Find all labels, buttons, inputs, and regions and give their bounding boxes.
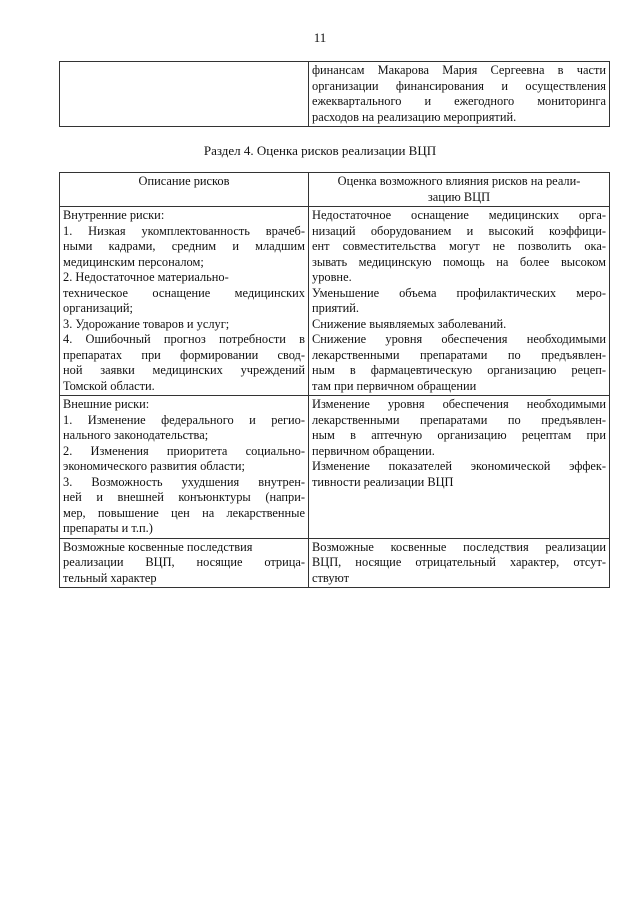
cell-line: там при первичном обращении <box>312 378 477 393</box>
empty-cell <box>60 62 309 127</box>
cell-line: лекарственными препаратами по предъявлен- <box>312 412 606 427</box>
cell-line: низаций оборудованием и высокий коэффици- <box>312 223 606 238</box>
indirect-consequences-cell <box>60 538 309 588</box>
cell-line: ными кадрами, средним и младшим <box>63 239 305 253</box>
cell-line: ствуют <box>312 570 350 585</box>
table-row <box>60 62 610 127</box>
cell-line: ной заявки медицинских учреждений <box>63 363 305 377</box>
header-line: Описание рисков <box>138 174 230 188</box>
cell-line: мер, повышение цен на лекарственные <box>63 505 305 520</box>
cell-line: Возможные косвенные последствия <box>63 539 253 554</box>
section-title: Раздел 4. Оценка рисков реализации ВЦП <box>203 143 437 158</box>
cell-line: 2. Недостаточное материально- <box>63 270 229 284</box>
external-risks-cell <box>60 396 309 539</box>
table-row-external-risks <box>60 396 610 539</box>
internal-risks-impact-cell <box>309 207 610 396</box>
cell-line: ежеквартального и ежегодного мониторинга <box>312 94 606 108</box>
cell-line: 4. Ошибочный прогноз потребности в <box>63 332 305 346</box>
cell-line: 1. Низкая укомплектованность врачеб- <box>63 223 305 238</box>
cell-line: Снижение уровня обеспечения необходимыми <box>312 332 606 346</box>
cell-line: расходов на реализацию мероприятий. <box>312 109 517 124</box>
cell-line: ным в фармацевтическую организацию рецеп- <box>312 363 606 377</box>
cell-line: Внешние риски: <box>63 397 150 411</box>
cell-line: уровне. <box>312 270 352 284</box>
cell-line: препараты и т.п.) <box>63 521 153 535</box>
continuation-table <box>59 61 610 127</box>
header-risk-description <box>60 173 309 207</box>
cell-line: ент совместительства могут не позволить ока- <box>312 239 606 253</box>
cell-line: Томской области. <box>63 378 155 393</box>
internal-risks-cell <box>60 207 309 396</box>
cell-line: Изменение показателей экономической эффек- <box>312 459 606 473</box>
header-risk-impact <box>309 173 610 207</box>
table-header-row <box>60 173 610 207</box>
cell-line: ным в аптечную организацию рецептам при <box>312 428 606 442</box>
cell-line: приятий. <box>312 301 359 315</box>
table-row-internal-risks <box>60 207 610 396</box>
risk-table <box>59 172 610 588</box>
cell-line: препаратах при формировании свод- <box>63 347 305 362</box>
cell-line: 1. Изменение федерального и регио- <box>63 412 305 427</box>
external-risks-impact-cell <box>309 396 610 539</box>
cell-line: ней и внешней конъюнктуры (напри- <box>63 490 305 504</box>
cell-line: финансам Макарова Мария Сергеевна в части <box>312 63 606 77</box>
table-row-indirect-consequences <box>60 538 610 588</box>
cell-line: организации финансирования и осуществления <box>312 78 606 93</box>
cell-line: лекарственными препаратами по предъявлен- <box>312 347 606 362</box>
cell-line: Снижение выявляемых заболеваний. <box>312 316 507 331</box>
indirect-consequences-impact-cell <box>309 538 610 588</box>
cell-line: первичном обращении. <box>312 443 435 458</box>
cell-line: ВЦП, носящие отрицательный характер, отсут- <box>312 555 606 569</box>
header-line: зацию ВЦП <box>427 189 491 204</box>
cell-line: Изменение уровня обеспечения необходимыми <box>312 397 606 411</box>
cell-line: 3. Возможность ухудшения внутрен- <box>63 474 305 489</box>
cell-line: Внутренние риски: <box>63 208 165 222</box>
cell-line: 2. Изменения приоритета социально- <box>63 443 305 458</box>
header-line: Оценка возможного влияния рисков на реали- <box>337 174 581 188</box>
cell-line: нального законодательства; <box>63 428 209 442</box>
cell-line: организаций; <box>63 301 133 315</box>
responsible-cell <box>309 62 610 127</box>
page-number: 11 <box>313 30 327 45</box>
cell-line: реализации ВЦП, носящие отрица- <box>63 555 305 569</box>
cell-line: тивности реализации ВЦП <box>312 474 454 489</box>
cell-line: зывать медицинскую помощь на более высоком <box>312 254 606 269</box>
cell-line: медицинским персоналом; <box>63 254 204 269</box>
cell-line: тельный характер <box>63 570 157 585</box>
cell-line: экономического развития области; <box>63 459 245 473</box>
cell-line: Недостаточное оснащение медицинских орга- <box>312 208 606 222</box>
cell-line: Возможные косвенные последствия реализации <box>312 539 606 554</box>
cell-line: техническое оснащение медицинских <box>63 285 305 300</box>
cell-line: 3. Удорожание товаров и услуг; <box>63 316 230 331</box>
cell-line: Уменьшение объема профилактических меро- <box>312 285 606 300</box>
